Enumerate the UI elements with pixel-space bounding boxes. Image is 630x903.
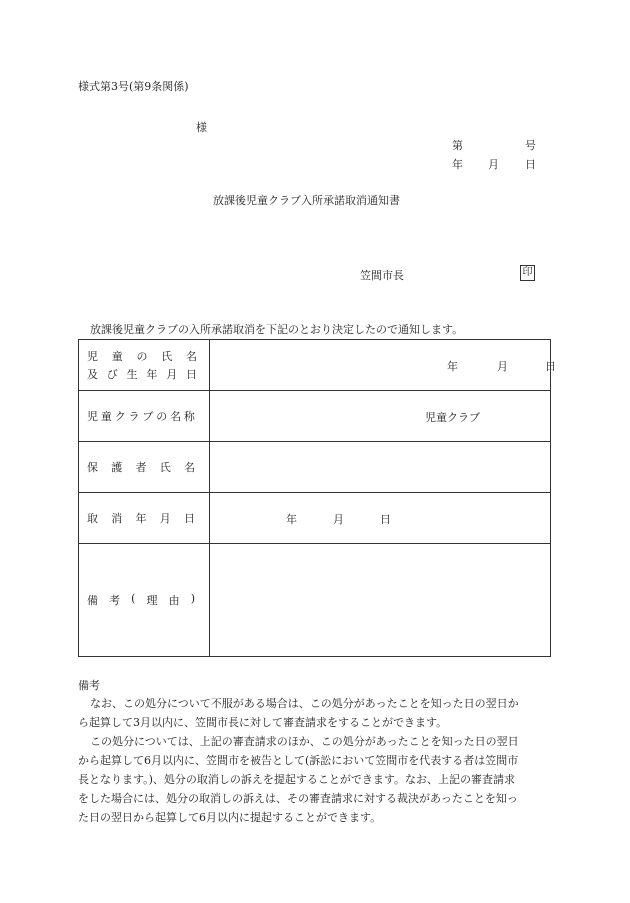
birth-day: 日: [545, 360, 556, 373]
cancel-year: 年: [286, 513, 297, 526]
label-char: 年: [135, 512, 147, 525]
label-char: 保: [87, 461, 98, 474]
form-number: 様式第3号(第9条関係): [78, 80, 189, 93]
label-char: 生: [126, 368, 138, 381]
label-char: 及: [87, 368, 98, 381]
child-label: [79, 340, 210, 391]
label-char: の: [156, 410, 168, 423]
table-row-remarks: [79, 544, 551, 657]
child-birth-date: [210, 358, 556, 373]
label-char: 名: [170, 410, 182, 423]
label-char: 取: [87, 512, 98, 525]
note-line-4: から起算して6月以内に、笠間市を被告として(訴訟において笠間市を代表する者は笠間市: [78, 754, 519, 767]
note-line-5: 長となります。)、処分の取消しの訴えを提起することができます。なお、上記の審査請求: [78, 773, 516, 786]
note-line-3: この処分については、上記の審査請求のほか、この処分があったことを知った日の翌日: [90, 735, 519, 748]
label-char: (: [131, 592, 136, 605]
note-line-2: ら起算して3月以内に、笠間市長に対して審査請求をすることができます。: [78, 716, 448, 729]
label-char: 考: [109, 594, 121, 607]
label-char: 名: [186, 350, 197, 363]
remarks-label: [79, 544, 210, 657]
table-row-club: [79, 391, 551, 442]
doc-number-prefix: 第: [452, 139, 463, 152]
table-row-cancel-date: [79, 493, 551, 544]
child-value: [210, 340, 556, 391]
child-label-line1: [87, 348, 197, 364]
cancel-date-label-text: [87, 510, 195, 526]
club-name-suffix: 児童クラブ: [425, 411, 480, 424]
label-char: 児: [87, 350, 98, 363]
recipient-honorific: 様: [196, 121, 207, 134]
doc-number-suffix: 号: [525, 139, 536, 152]
label-char: 日: [184, 512, 195, 525]
club-label-text: [87, 408, 195, 424]
label-char: 年: [146, 368, 158, 381]
label-char: の: [136, 350, 148, 363]
label-char: ラ: [128, 410, 140, 423]
cancel-month: 月: [333, 513, 344, 526]
club-label: [79, 391, 210, 442]
document-title: 放課後児童クラブ入所承諾取消通知書: [213, 194, 400, 207]
notice-intro: 放課後児童クラブの入所承諾取消を下記のとおり決定したので通知します。: [90, 323, 464, 336]
label-char: 由: [168, 594, 180, 607]
issuer-name: 笠間市長: [360, 269, 404, 282]
birth-year: 年: [447, 360, 458, 373]
label-char: 童: [111, 350, 123, 363]
label-char: 月: [166, 368, 178, 381]
label-char: 氏: [161, 350, 173, 363]
label-char: 氏: [159, 461, 171, 474]
club-value: [210, 391, 551, 442]
remarks-value: [210, 544, 551, 657]
seal-stamp: 印: [520, 265, 535, 281]
note-line-1: なお、この処分について不服がある場合は、この処分があったことを知った日の翌日か: [90, 697, 519, 710]
label-char: 理: [146, 594, 158, 607]
guardian-value: [210, 442, 551, 493]
birth-month: 月: [497, 360, 508, 373]
club-value-wrap: [210, 409, 550, 423]
doc-date-year: 年: [452, 158, 463, 171]
info-table: [78, 339, 556, 657]
label-char: 月: [159, 512, 171, 525]
label-char: 護: [111, 461, 123, 474]
guardian-label: [79, 442, 210, 493]
doc-date-day: 日: [525, 158, 536, 171]
cancel-date-value: [210, 493, 551, 544]
label-char: 消: [111, 512, 123, 525]
note-line-7: た日の翌日から起算して6月以内に提起することができます。: [78, 811, 382, 824]
remarks-label-text: [87, 592, 195, 608]
label-char: 童: [100, 410, 112, 423]
child-label-line2: [87, 366, 197, 382]
label-char: 者: [135, 461, 147, 474]
label-char: 日: [185, 368, 197, 381]
cancel-date-label: [79, 493, 210, 544]
label-char: 児: [87, 410, 98, 423]
document-number: [452, 137, 536, 151]
table-row-guardian: [79, 442, 551, 493]
label-char: 備: [87, 594, 98, 607]
guardian-label-text: [87, 459, 195, 475]
label-char: 名: [184, 461, 195, 474]
label-char: び: [106, 368, 118, 381]
label-char: ブ: [142, 410, 154, 423]
cancel-day: 日: [380, 513, 391, 526]
notes-heading: 備考: [78, 679, 100, 692]
document-date: [452, 156, 536, 170]
doc-date-month: 月: [488, 158, 499, 171]
label-char: ): [190, 592, 195, 605]
cancel-date: [210, 511, 550, 525]
note-line-6: をした場合には、処分の取消しの訴えは、その審査請求に対する裁決があったことを知っ: [78, 792, 518, 805]
label-char: 称: [183, 410, 195, 423]
table-row-child: [79, 340, 551, 391]
label-char: ク: [114, 410, 126, 423]
